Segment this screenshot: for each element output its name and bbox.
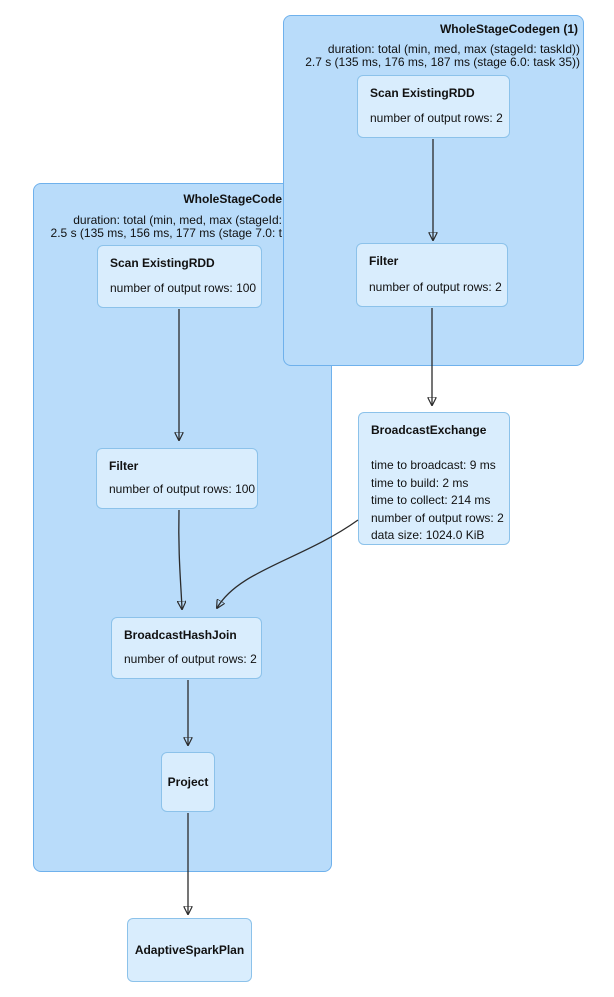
cluster-duration <box>305 43 580 69</box>
cluster-duration <box>51 214 282 240</box>
node-broadcast-exchange[interactable] <box>358 412 510 545</box>
metric-time-to-broadcast: time to broadcast: 9 ms <box>371 458 496 472</box>
node-filter-1[interactable] <box>356 243 508 307</box>
node-title: Filter <box>369 254 399 268</box>
cluster-title: WholeStageCodegen (1) <box>439 22 578 36</box>
metric-time-to-build: time to build: 2 ms <box>371 475 469 490</box>
node-broadcast-hash-join[interactable] <box>111 617 262 679</box>
cluster-duration-line1: duration: total (min, med, max (stageId: <box>73 213 282 227</box>
node-metric-output-rows: number of output rows: 2 <box>369 280 502 294</box>
cluster-duration-line1: duration: total (min, med, max (stageId: taskId)) <box>327 42 580 56</box>
metric-data-size: data size: 1024.0 KiB <box>371 528 485 542</box>
node-title: AdaptiveSparkPlan <box>134 943 245 957</box>
node-adaptive-spark-plan[interactable] <box>127 918 252 982</box>
node-title: BroadcastHashJoin <box>124 628 237 642</box>
node-metrics-list <box>371 457 504 545</box>
node-title: BroadcastExchange <box>371 423 487 437</box>
node-filter-2[interactable] <box>96 448 258 509</box>
node-scan-existingrdd-2[interactable] <box>97 245 262 308</box>
node-project[interactable] <box>161 752 215 812</box>
node-metric-output-rows: number of output rows: 100 <box>110 281 257 295</box>
metric-time-to-collect: time to collect: 214 ms <box>371 493 491 507</box>
cluster-title: WholeStageCode <box>183 192 282 206</box>
node-title: Scan ExistingRDD <box>110 256 215 270</box>
node-scan-existingrdd-1[interactable] <box>357 75 510 138</box>
node-title: Scan ExistingRDD <box>370 86 475 100</box>
node-title: Filter <box>109 459 139 473</box>
cluster-duration-line2: 2.5 s (135 ms, 156 ms, 177 ms (stage 7.0: t <box>50 226 282 240</box>
node-title: Project <box>167 775 209 789</box>
node-metric-output-rows: number of output rows: 100 <box>109 482 256 496</box>
node-metric-output-rows: number of output rows: 2 <box>124 652 257 666</box>
cluster-wholestagecodegen-1 <box>283 15 584 366</box>
node-metric-output-rows: number of output rows: 2 <box>370 111 503 125</box>
cluster-duration-line2: 2.7 s (135 ms, 176 ms, 187 ms (stage 6.0: task 35)) <box>305 55 580 69</box>
metric-output-rows: number of output rows: 2 <box>371 510 504 525</box>
